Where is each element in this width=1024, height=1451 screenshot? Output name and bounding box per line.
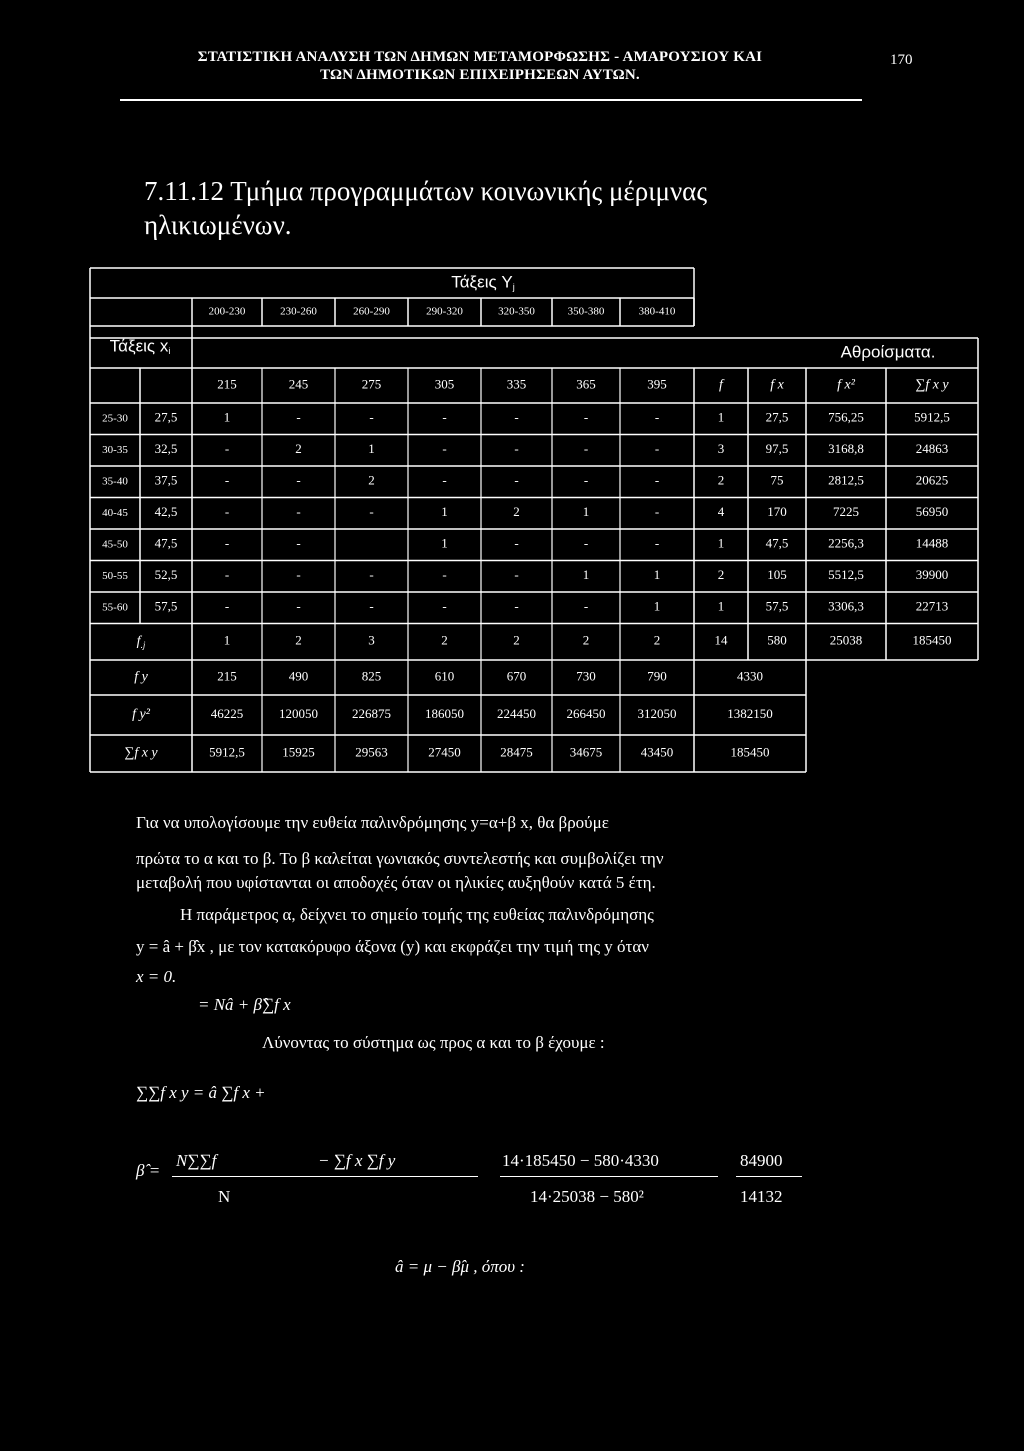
row-total-cell: 27,5	[765, 409, 789, 425]
row-total-cell: 3	[717, 441, 725, 457]
fj-cell: 1	[223, 632, 231, 648]
row-total-cell: 20625	[915, 472, 949, 488]
equation-normal-1: = Nâ + β̂∑f x	[198, 995, 291, 1014]
frequency-cell: -	[514, 409, 519, 425]
y-midpoint: 305	[434, 376, 455, 392]
frequency-cell: 1	[653, 598, 661, 614]
row-total-cell: 1	[717, 535, 725, 551]
row-total-cell: 39900	[915, 567, 949, 583]
row-total-cell: 170	[767, 504, 787, 520]
y-class-range: 350-380	[567, 305, 605, 318]
fjyj2-cell: 226875	[352, 705, 391, 721]
fjyj-total-cell: 4330	[737, 668, 763, 684]
fjyj-cell: 670	[506, 668, 527, 684]
beta-denominator: N	[218, 1187, 231, 1206]
x-midpoint: 47,5	[154, 535, 178, 551]
x-class-range: 45-50	[102, 538, 128, 551]
alpha-formula: â = μ − β̂μ , όπου :	[395, 1257, 525, 1276]
frequency-cell: 2	[513, 504, 520, 520]
y-midpoint: 215	[217, 376, 237, 392]
row-total-cell: 1	[717, 409, 725, 425]
row-total-cell: 2	[717, 567, 725, 583]
frequency-cell: -	[514, 535, 519, 551]
frequency-cell: -	[296, 598, 301, 614]
frequency-cell: 1	[653, 567, 661, 583]
row-total-cell: 3168,8	[828, 441, 864, 457]
x-midpoint: 27,5	[154, 409, 178, 425]
y-class-range: 230-260	[280, 305, 317, 318]
beta-result-bar	[736, 1176, 802, 1177]
sum-cell: 43450	[640, 744, 674, 760]
fjyj2-cell: 266450	[566, 705, 606, 721]
frequency-cell: -	[514, 441, 519, 457]
frequency-cell: -	[224, 504, 230, 520]
row-total-cell: 4	[717, 504, 725, 520]
beta-fraction-bar	[172, 1176, 478, 1177]
frequency-cell: -	[583, 535, 589, 551]
frequency-cell: -	[369, 567, 374, 583]
frequency-cell: -	[654, 504, 660, 520]
frequency-cell: -	[442, 598, 447, 614]
beta-mid-denominator: 14·25038 − 580²	[530, 1187, 644, 1206]
paragraph-line-7: Λύνοντας το σύστημα ως προς α και το β έχουμε :	[262, 1033, 605, 1052]
page-number: 170	[890, 52, 913, 68]
x-class-range: 30-35	[102, 443, 128, 456]
frequency-cell: -	[442, 567, 447, 583]
frequency-cell: -	[296, 535, 301, 551]
y-classes-heading: Τάξεις $Y_j$	[451, 272, 515, 293]
row-total-cell: 22713	[915, 598, 949, 614]
y-midpoint: 275	[361, 376, 382, 392]
frequency-cell: -	[224, 535, 230, 551]
fj-cell: 2	[295, 632, 302, 648]
paragraph-line-5: y = â + β̂x , με τον κατακόρυφο άξονα (y) και εκφράζει την τιμή της y όταν	[136, 937, 649, 956]
fjyj-cell: 490	[288, 668, 309, 684]
frequency-cell: -	[224, 598, 230, 614]
totals-column-header: f x²	[837, 377, 855, 393]
fjyj-cell: 215	[217, 668, 237, 684]
frequency-cell: -	[654, 409, 660, 425]
row-total-cell: 105	[767, 567, 787, 583]
beta-result-numerator: 84900	[740, 1151, 783, 1170]
fj-total-cell: 580	[767, 632, 787, 648]
beta-numerator-part-1: N∑∑f	[176, 1151, 217, 1170]
y-class-range: 380-410	[638, 305, 676, 318]
paragraph-line-1: Για να υπολογίσουμε την ευθεία παλινδρόμησης y=α+β x, θα βρούμε	[136, 813, 609, 832]
y-midpoint: 245	[288, 376, 309, 392]
y-midpoint: 365	[576, 376, 596, 392]
fj-cell: 2	[513, 632, 520, 648]
row-total-cell: 1	[717, 598, 725, 614]
row-total-cell: 56950	[915, 504, 949, 520]
row-total-cell: 57,5	[765, 598, 789, 614]
x-midpoint: 57,5	[154, 598, 178, 614]
beta-result-denominator: 14132	[740, 1187, 783, 1206]
x-midpoint: 52,5	[154, 567, 178, 583]
frequency-cell: -	[224, 472, 230, 488]
fj-cell: 2	[441, 632, 448, 648]
y-class-range: 260-290	[353, 305, 390, 318]
x-classes-heading: Τάξεις $x_i$	[109, 336, 171, 357]
x-class-range: 50-55	[102, 569, 128, 582]
frequency-cell: -	[583, 409, 589, 425]
fjyj2-cell: 224450	[497, 705, 536, 721]
fjyj-row-label: f y	[134, 669, 148, 685]
beta-mid-bar	[500, 1176, 718, 1177]
frequency-cell: -	[442, 409, 447, 425]
fj-cell: 2	[653, 632, 661, 648]
frequency-cell: 2	[295, 441, 302, 457]
frequency-cell: -	[296, 567, 301, 583]
beta-lhs: β̂ =	[136, 1161, 161, 1180]
row-total-cell: 3306,3	[828, 598, 864, 614]
frequency-cell: -	[224, 441, 230, 457]
totals-column-header: f	[719, 377, 723, 393]
fjyj2-cell: 120050	[279, 705, 318, 721]
frequency-cell: -	[514, 472, 519, 488]
frequency-cell: -	[296, 504, 301, 520]
x-midpoint: 37,5	[154, 472, 178, 488]
row-total-cell: 2812,5	[828, 472, 864, 488]
frequency-cell: 1	[368, 441, 375, 457]
frequency-cell: -	[583, 598, 589, 614]
frequency-cell: -	[296, 409, 301, 425]
fj-row-label: $f_{.j}$	[136, 633, 146, 650]
sum-cell: 15925	[282, 744, 315, 760]
totals-column-header: f x	[770, 377, 784, 393]
fjyj-cell: 825	[361, 668, 382, 684]
frequency-cell: 1	[441, 504, 448, 520]
frequency-cell: 1	[582, 504, 590, 520]
section-title-line-2: ηλικιωμένων.	[144, 210, 292, 240]
fjyj2-cell: 312050	[637, 705, 677, 721]
frequency-cell: -	[654, 472, 660, 488]
frequency-cell: -	[514, 567, 519, 583]
y-midpoint: 395	[647, 376, 667, 392]
x-class-range: 35-40	[102, 475, 128, 488]
sum-row-label: ∑f x y	[124, 745, 158, 761]
frequency-cell: -	[583, 441, 589, 457]
sum-cell: 28475	[500, 744, 533, 760]
sum-cell: 27450	[428, 744, 461, 760]
row-total-cell: 756,25	[828, 409, 864, 425]
x-class-range: 40-45	[102, 506, 128, 519]
fjyj2-total-cell: 1382150	[727, 705, 773, 721]
frequency-cell: -	[442, 472, 447, 488]
totals-heading: Αθροίσματα.	[840, 342, 936, 362]
frequency-cell: 1	[441, 535, 448, 551]
frequency-cell: -	[296, 472, 301, 488]
x-midpoint: 32,5	[154, 441, 178, 457]
y-class-range: 320-350	[498, 305, 535, 318]
y-class-range: 200-230	[208, 305, 246, 318]
row-total-cell: 2256,3	[828, 535, 864, 551]
row-total-cell: 75	[770, 472, 784, 488]
frequency-cell: -	[514, 598, 519, 614]
frequency-cell: -	[583, 472, 589, 488]
fjyj2-row-label: f y²	[132, 707, 150, 723]
row-total-cell: 24863	[915, 441, 949, 457]
row-total-cell: 5912,5	[914, 409, 950, 425]
fjyj2-cell: 46225	[210, 705, 244, 721]
x-midpoint: 42,5	[154, 504, 178, 520]
fjyj-cell: 790	[647, 668, 667, 684]
y-midpoint: 335	[506, 376, 527, 392]
fj-total-cell: 25038	[829, 632, 863, 648]
frequency-cell: -	[369, 504, 374, 520]
row-total-cell: 7225	[833, 504, 859, 520]
y-class-range: 290-320	[426, 305, 463, 318]
frequency-cell: -	[224, 567, 230, 583]
sum-cell: 34675	[569, 744, 603, 760]
frequency-cell: -	[369, 598, 374, 614]
row-total-cell: 47,5	[765, 535, 789, 551]
sum-cell: 5912,5	[209, 744, 245, 760]
sum-total-cell: 185450	[730, 744, 770, 760]
row-total-cell: 5512,5	[828, 567, 864, 583]
frequency-cell: -	[442, 441, 447, 457]
frequency-cell: 2	[368, 472, 375, 488]
frequency-cell: -	[654, 535, 660, 551]
x-class-range: 25-30	[102, 412, 128, 425]
section-title-line-1: 7.11.12 Τμήμα προγραμμάτων κοινωνικής μέριμνας	[144, 176, 708, 206]
paragraph-line-2: πρώτα το α και το β. Το β καλείται γωνιακός συντελεστής και συμβολίζει την	[136, 849, 664, 868]
x-class-range: 55-60	[102, 601, 128, 614]
row-total-cell: 2	[717, 472, 725, 488]
paragraph-line-3: μεταβολή που υφίστανται οι αποδοχές όταν οι ηλικίες αυξηθούν κατά 5 έτη.	[136, 873, 656, 892]
frequency-cell: 1	[223, 409, 231, 425]
paragraph-line-4: Η παράμετρος α, δείχνει το σημείο τομής της ευθείας παλινδρόμησης	[180, 905, 654, 924]
beta-mid-numerator: 14·185450 − 580·4330	[502, 1151, 659, 1170]
fj-cell: 3	[368, 632, 375, 648]
totals-column-header: ∑f x y	[915, 377, 949, 393]
row-total-cell: 14488	[915, 535, 949, 551]
fjyj-cell: 610	[434, 668, 455, 684]
row-total-cell: 97,5	[765, 441, 789, 457]
sum-cell: 29563	[355, 744, 388, 760]
paragraph-line-6: x = 0.	[136, 967, 177, 986]
frequency-cell: -	[369, 409, 374, 425]
running-header-line-2: ΤΩΝ ΔΗΜΟΤΙΚΩΝ ΕΠΙΧΕΙΡΗΣΕΩΝ ΑΥΤΩΝ.	[320, 67, 640, 83]
fj-total-cell: 14	[714, 632, 728, 648]
fj-cell: 2	[582, 632, 590, 648]
beta-numerator-part-2: − ∑f x ∑f y	[318, 1151, 396, 1170]
fjyj-cell: 730	[576, 668, 596, 684]
running-header-line-1: ΣΤΑΤΙΣΤΙΚΗ ΑΝΑΛΥΣΗ ΤΩΝ ΔΗΜΩΝ ΜΕΤΑΜΟΡΦΩΣΗΣ - ΑΜΑΡΟΥΣΙΟΥ ΚΑΙ	[197, 49, 763, 65]
frequency-cell: 1	[582, 567, 590, 583]
frequency-cell: -	[654, 441, 660, 457]
equation-normal-2: ∑∑f x y = â ∑f x +	[136, 1083, 266, 1102]
fjyj2-cell: 186050	[425, 705, 464, 721]
fj-total-cell: 185450	[912, 632, 952, 648]
